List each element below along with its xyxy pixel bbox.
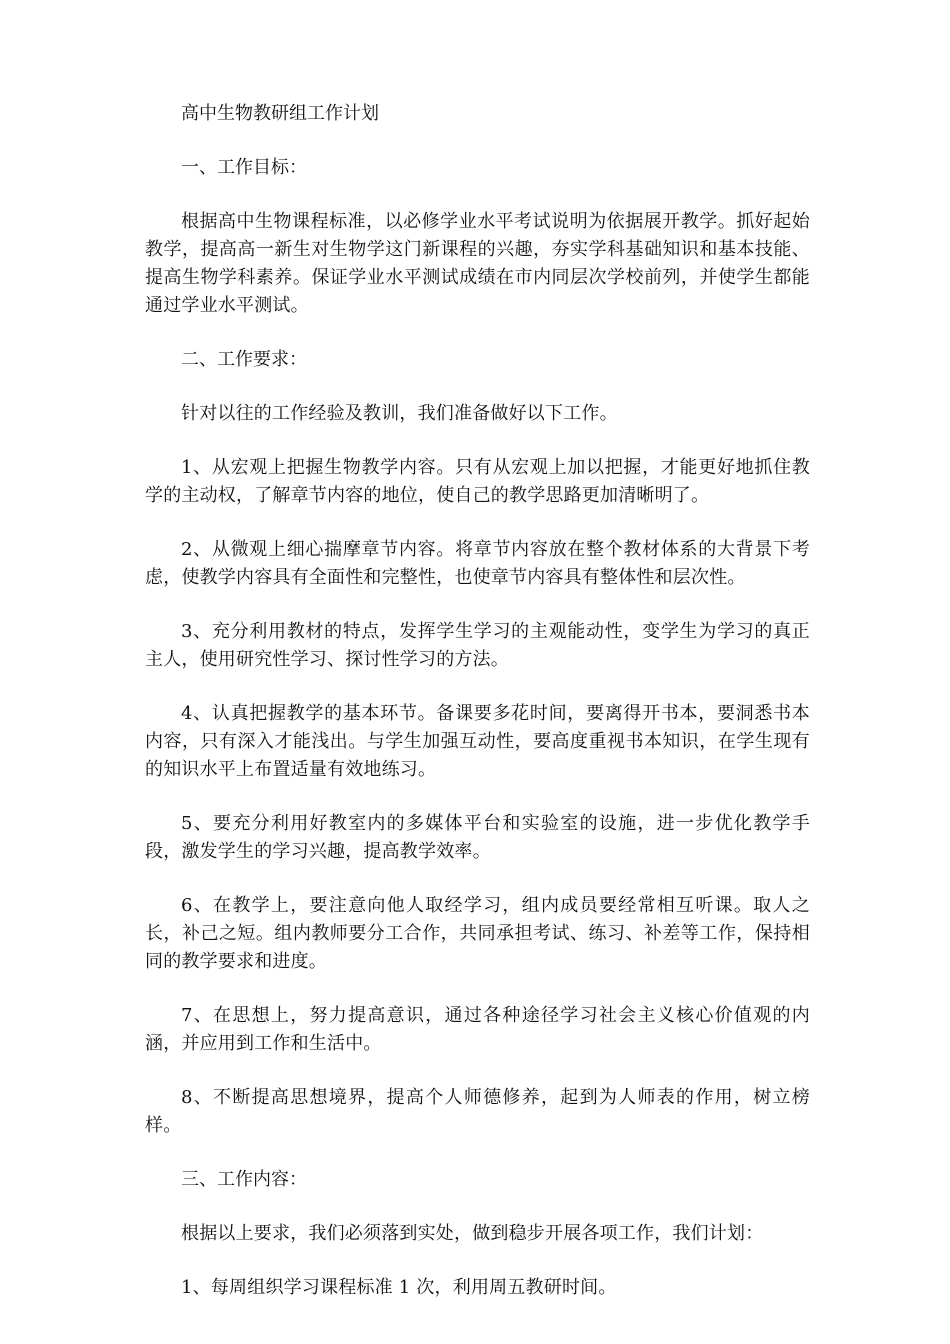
- requirement-item-8: 8、不断提高思想境界，提高个人师德修养，起到为人师表的作用，树立榜样。: [145, 1087, 810, 1136]
- section-heading-goals: 一、工作目标：: [181, 157, 307, 178]
- section-heading-content: 三、工作内容：: [181, 1169, 307, 1190]
- document-page: [145, 100, 810, 1328]
- goals-paragraph: 根据高中生物课程标准，以必修学业水平考试说明为依据展开教学。抓好起始教学，提高高一新生对生物学这门新课程的兴趣，夯实学科基础知识和基本技能、提高生物学科素养。保证学业水平测试成绩在市内同层次学校前列，并使学生都能通过学业水平测试。: [145, 211, 810, 316]
- requirement-item-5: 5、要充分利用好教室内的多媒体平台和实验室的设施，进一步优化教学手段，激发学生的学习兴趣，提高教学效率。: [145, 813, 810, 862]
- plan-item-1: 1、每周组织学习课程标准 1 次，利用周五教研时间。: [181, 1277, 617, 1298]
- content-intro: 根据以上要求，我们必须落到实处，做到稳步开展各项工作，我们计划：: [181, 1223, 764, 1244]
- requirement-item-1: 1、从宏观上把握生物教学内容。只有从宏观上加以把握，才能更好地抓住教学的主动权，了解章节内容的地位，使自己的教学思路更加清晰明了。: [145, 457, 810, 506]
- requirement-item-7: 7、在思想上，努力提高意识，通过各种途径学习社会主义核心价值观的内涵，并应用到工作和生活中。: [145, 1005, 810, 1054]
- requirement-item-4: 4、认真把握教学的基本环节。备课要多花时间，要离得开书本，要洞悉书本内容，只有深入才能浅出。与学生加强互动性，要高度重视书本知识，在学生现有的知识水平上布置适量有效地练习。: [145, 703, 810, 780]
- requirement-item-3: 3、充分利用教材的特点，发挥学生学习的主观能动性，变学生为学习的真正主人，使用研究性学习、探讨性学习的方法。: [145, 621, 810, 670]
- requirement-item-6: 6、在教学上，要注意向他人取经学习，组内成员要经常相互听课。取人之长，补己之短。组内教师要分工合作，共同承担考试、练习、补差等工作，保持相同的教学要求和进度。: [145, 895, 810, 972]
- requirements-intro: 针对以往的工作经验及教训，我们准备做好以下工作。: [181, 403, 618, 424]
- section-heading-requirements: 二、工作要求：: [181, 349, 307, 370]
- document-title: 高中生物教研组工作计划: [181, 103, 379, 124]
- requirement-item-2: 2、从微观上细心揣摩章节内容。将章节内容放在整个教材体系的大背景下考虑，使教学内容具有全面性和完整性，也使章节内容具有整体性和层次性。: [145, 539, 810, 588]
